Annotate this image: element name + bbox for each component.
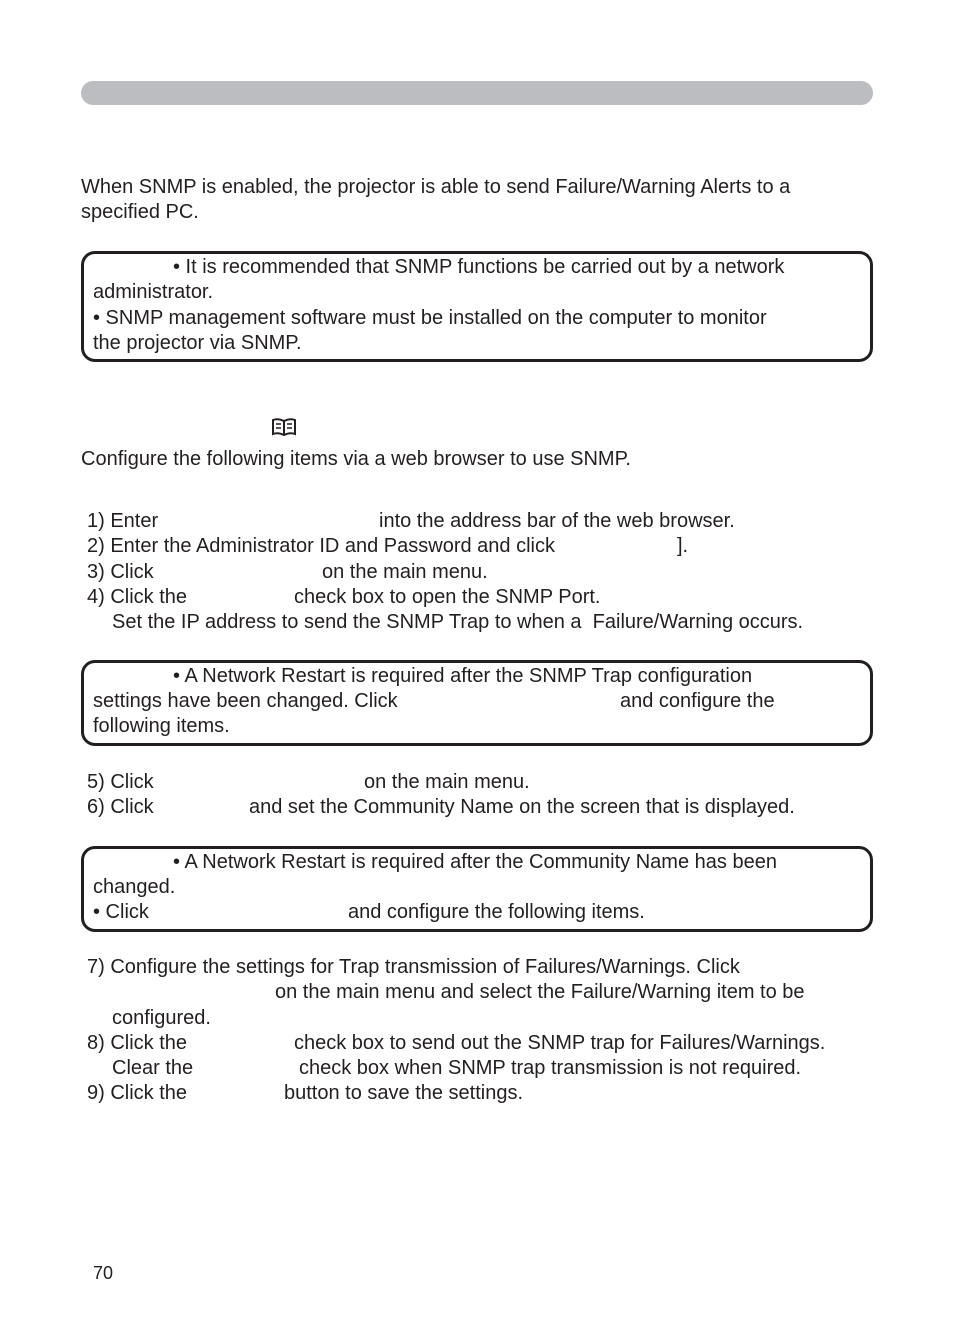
note3-line-3b: and configure the following items. bbox=[348, 901, 645, 923]
step8-d: check box when SNMP trap transmission is not required. bbox=[299, 1057, 802, 1079]
note1-line-1: • It is recommended that SNMP functions be carried out by a network bbox=[173, 256, 785, 278]
step9-a: 9) Click the bbox=[87, 1082, 188, 1104]
note3-line-2: changed. bbox=[93, 876, 176, 898]
step6-a: 6) Click bbox=[87, 796, 154, 818]
step4-a: 4) Click the bbox=[87, 586, 188, 608]
note2-line-2a: settings have been changed. Click bbox=[93, 690, 398, 712]
step9-b: button to save the settings. bbox=[284, 1082, 524, 1104]
step1-a: 1) Enter bbox=[87, 510, 159, 532]
step7-c: configured. bbox=[112, 1007, 211, 1029]
step8-c: Clear the bbox=[112, 1057, 194, 1079]
step2-b: ]. bbox=[677, 535, 689, 557]
section-intro: Configure the following items via a web browser to use SNMP. bbox=[81, 448, 631, 470]
step8-b: check box to send out the SNMP trap for Failures/Warnings. bbox=[294, 1032, 826, 1054]
step8-a: 8) Click the bbox=[87, 1032, 188, 1054]
note3-line-1: • A Network Restart is required after the Community Name has been bbox=[173, 851, 777, 873]
note1-line-3: • SNMP management software must be installed on the computer to monitor bbox=[93, 307, 767, 329]
note3-line-3a: • Click bbox=[93, 901, 149, 923]
step4-c: Set the IP address to send the SNMP Trap to when a Failure/Warning occurs. bbox=[112, 611, 804, 633]
intro-line-2: specified PC. bbox=[81, 201, 199, 223]
step3-b: on the main menu. bbox=[322, 561, 488, 583]
step4-b: check box to open the SNMP Port. bbox=[294, 586, 601, 608]
step5-b: on the main menu. bbox=[364, 771, 530, 793]
step7-b: on the main menu and select the Failure/Warning item to be bbox=[275, 981, 805, 1003]
book-icon bbox=[271, 417, 297, 437]
step7-a: 7) Configure the settings for Trap transmission of Failures/Warnings. Click bbox=[87, 956, 740, 978]
section-header-bar bbox=[81, 81, 873, 105]
note2-line-1: • A Network Restart is required after the SNMP Trap configuration bbox=[173, 665, 753, 687]
note2-line-3: following items. bbox=[93, 715, 230, 737]
intro-line-1: When SNMP is enabled, the projector is able to send Failure/Warning Alerts to a bbox=[81, 176, 791, 198]
step3-a: 3) Click bbox=[87, 561, 154, 583]
step5-a: 5) Click bbox=[87, 771, 154, 793]
step6-b: and set the Community Name on the screen that is displayed. bbox=[249, 796, 795, 818]
step1-b: into the address bar of the web browser. bbox=[379, 510, 735, 532]
note1-line-4: the projector via SNMP. bbox=[93, 332, 302, 354]
note2-line-2b: and configure the bbox=[620, 690, 775, 712]
page-number: 70 bbox=[93, 1263, 114, 1283]
note1-line-2: administrator. bbox=[93, 281, 214, 303]
step2-a: 2) Enter the Administrator ID and Password and click bbox=[87, 535, 555, 557]
